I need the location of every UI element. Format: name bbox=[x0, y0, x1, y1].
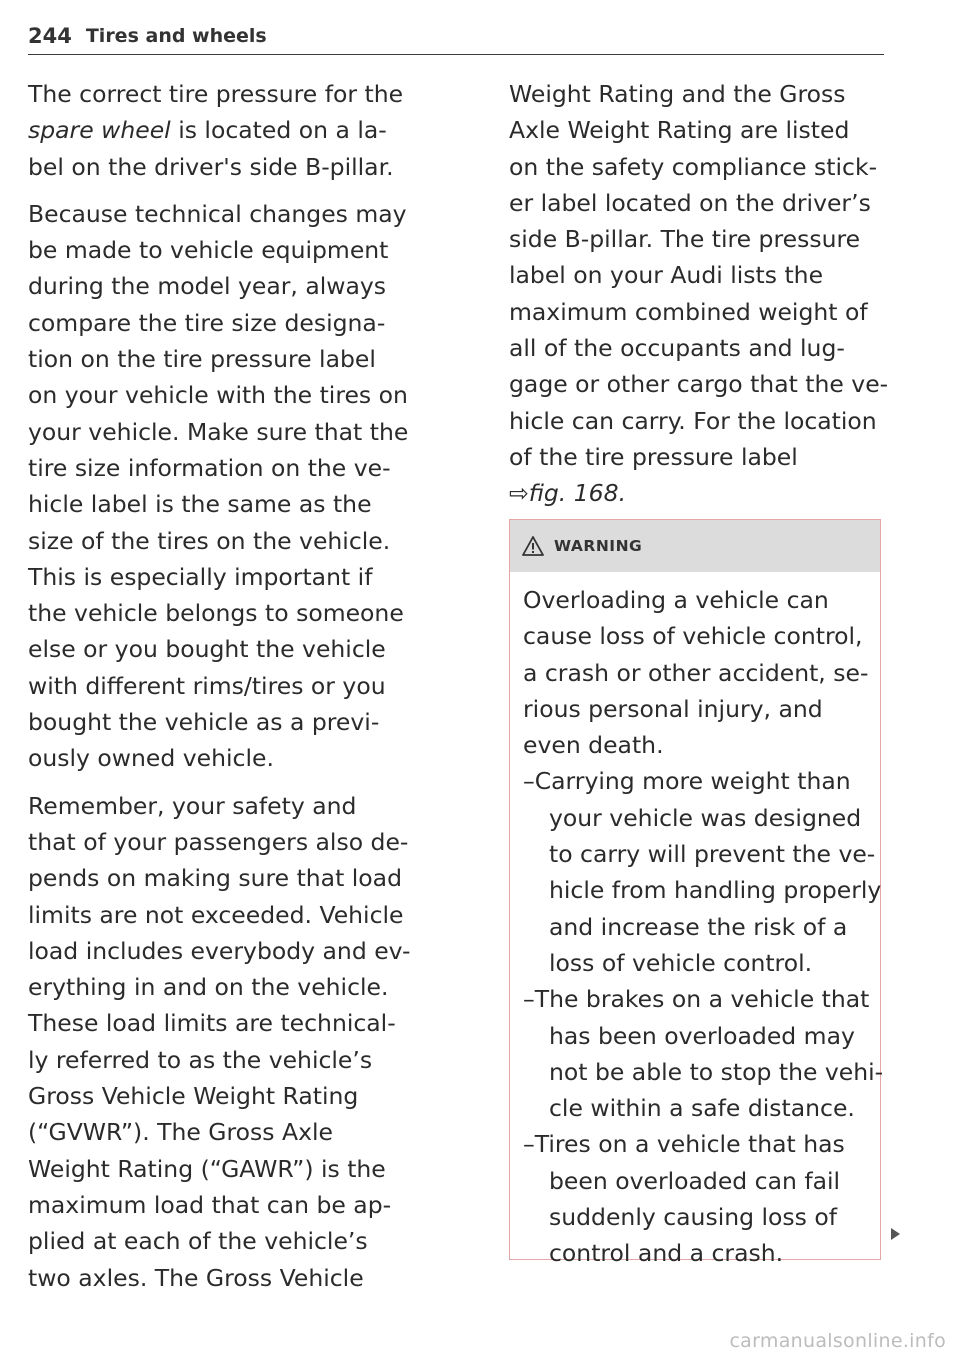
text-line: the vehicle belongs to someone bbox=[28, 599, 404, 628]
text-line: bel on the driver's side B-pillar. bbox=[28, 152, 394, 181]
warning-bullet-line: been overloaded can fail bbox=[549, 1166, 841, 1195]
text-line: tire size information on the ve- bbox=[28, 453, 391, 482]
warning-bullet-line: and increase the risk of a bbox=[549, 912, 848, 941]
text-line: Weight Rating and the Gross bbox=[509, 80, 846, 108]
warning-bullet-line: control and a crash. bbox=[549, 1239, 784, 1268]
paragraph-technical-changes bbox=[28, 196, 478, 777]
text-line: (“GVWR”). The Gross Axle bbox=[28, 1118, 333, 1147]
text-line: Remember, your safety and bbox=[28, 791, 357, 820]
page-number: 244 bbox=[28, 24, 72, 48]
text-line: on the safety compliance stick- bbox=[509, 152, 878, 181]
warning-text-line: rious personal injury, and bbox=[523, 694, 823, 723]
text-line: on your vehicle with the tires on bbox=[28, 381, 408, 410]
warning-bullet-line: –Carrying more weight than bbox=[523, 767, 851, 796]
warning-bullet bbox=[523, 1126, 880, 1271]
text-line: pends on making sure that load bbox=[28, 864, 402, 893]
warning-header bbox=[510, 520, 880, 572]
page-header bbox=[28, 18, 884, 55]
text-line: with different rims/tires or you bbox=[28, 671, 386, 700]
text-line: ly referred to as the vehicle’s bbox=[28, 1045, 373, 1074]
warning-bullet-line: to carry will prevent the ve- bbox=[549, 840, 876, 869]
text-line: hicle can carry. For the location bbox=[509, 406, 877, 435]
left-column bbox=[28, 76, 478, 1296]
figure-reference-link[interactable]: ⇨fig. 168. bbox=[509, 479, 627, 508]
text-line: erything in and on the vehicle. bbox=[28, 973, 389, 1002]
warning-text-line: Overloading a vehicle can bbox=[523, 586, 829, 614]
warning-bullet-line: not be able to stop the vehi- bbox=[549, 1057, 884, 1086]
warning-bullet-line: –Tires on a vehicle that has bbox=[523, 1130, 845, 1159]
text-line: load includes everybody and ev- bbox=[28, 936, 411, 965]
text-line: during the model year, always bbox=[28, 272, 387, 301]
paragraph-load-limits bbox=[28, 788, 478, 1296]
warning-bullet-line: cle within a safe distance. bbox=[549, 1094, 855, 1123]
text-line: size of the tires on the vehicle. bbox=[28, 526, 391, 555]
text-line: Axle Weight Rating are listed bbox=[509, 116, 850, 145]
text-line: of the tire pressure label bbox=[509, 442, 798, 471]
text-line: The correct tire pressure for the bbox=[28, 80, 404, 108]
warning-bullet-line: –The brakes on a vehicle that bbox=[523, 985, 870, 1014]
text-line: gage or other cargo that the ve- bbox=[509, 370, 889, 399]
warning-bullet bbox=[523, 981, 884, 1126]
text-line: bought the vehicle as a previ- bbox=[28, 708, 380, 737]
watermark: carmanualsonline.info bbox=[729, 1330, 946, 1352]
text-line: Weight Rating (“GAWR”) is the bbox=[28, 1154, 386, 1183]
text-line: that of your passengers also de- bbox=[28, 827, 409, 856]
warning-bullet-line: hicle from handling properly bbox=[549, 876, 882, 905]
warning-body bbox=[510, 572, 884, 1272]
text-line: your vehicle. Make sure that the bbox=[28, 417, 409, 446]
text-line bbox=[28, 112, 478, 148]
text-line: Gross Vehicle Weight Rating bbox=[28, 1082, 359, 1111]
text-line: Because technical changes may bbox=[28, 199, 407, 228]
section-title: Tires and wheels bbox=[85, 25, 267, 47]
warning-triangle-icon bbox=[522, 536, 544, 556]
text-line: two axles. The Gross Vehicle bbox=[28, 1263, 364, 1292]
text-line: limits are not exceeded. Vehicle bbox=[28, 900, 404, 929]
text-line: label on your Audi lists the bbox=[509, 261, 824, 290]
warning-bullet-line: suddenly causing loss of bbox=[549, 1203, 838, 1232]
warning-text-line: even death. bbox=[523, 731, 664, 760]
text-line: side B-pillar. The tire pressure bbox=[509, 225, 861, 254]
text-line: This is especially important if bbox=[28, 562, 373, 591]
text-line: compare the tire size designa- bbox=[28, 308, 386, 337]
text-line: tion on the tire pressure label bbox=[28, 345, 376, 374]
text-line: be made to vehicle equipment bbox=[28, 236, 389, 265]
warning-bullet-line: loss of vehicle control. bbox=[549, 948, 813, 977]
spare-wheel-term: spare wheel bbox=[28, 116, 171, 145]
warning-bullet bbox=[523, 763, 880, 981]
continued-arrow-icon bbox=[891, 1228, 900, 1240]
text-line: all of the occupants and lug- bbox=[509, 334, 845, 363]
warning-bullet-line: your vehicle was designed bbox=[549, 803, 862, 832]
warning-title: WARNING bbox=[554, 537, 643, 555]
text-line: maximum load that can be ap- bbox=[28, 1190, 392, 1219]
warning-text-line: a crash or other accident, se- bbox=[523, 658, 869, 687]
text-line: These load limits are technical- bbox=[28, 1009, 396, 1038]
warning-text-line: cause loss of vehicle control, bbox=[523, 622, 863, 651]
right-column bbox=[509, 76, 889, 512]
text-line: plied at each of the vehicle’s bbox=[28, 1227, 368, 1256]
text-line: ously owned vehicle. bbox=[28, 744, 274, 773]
text-line: else or you bought the vehicle bbox=[28, 635, 386, 664]
text-line: hicle label is the same as the bbox=[28, 490, 372, 519]
paragraph-spare-wheel bbox=[28, 76, 478, 185]
warning-box bbox=[509, 519, 884, 1268]
text-line: maximum combined weight of bbox=[509, 297, 868, 326]
text-line: er label located on the driver’s bbox=[509, 188, 871, 217]
warning-bullet-line: has been overloaded may bbox=[549, 1021, 855, 1050]
text-fragment: is located on a la- bbox=[170, 116, 387, 145]
